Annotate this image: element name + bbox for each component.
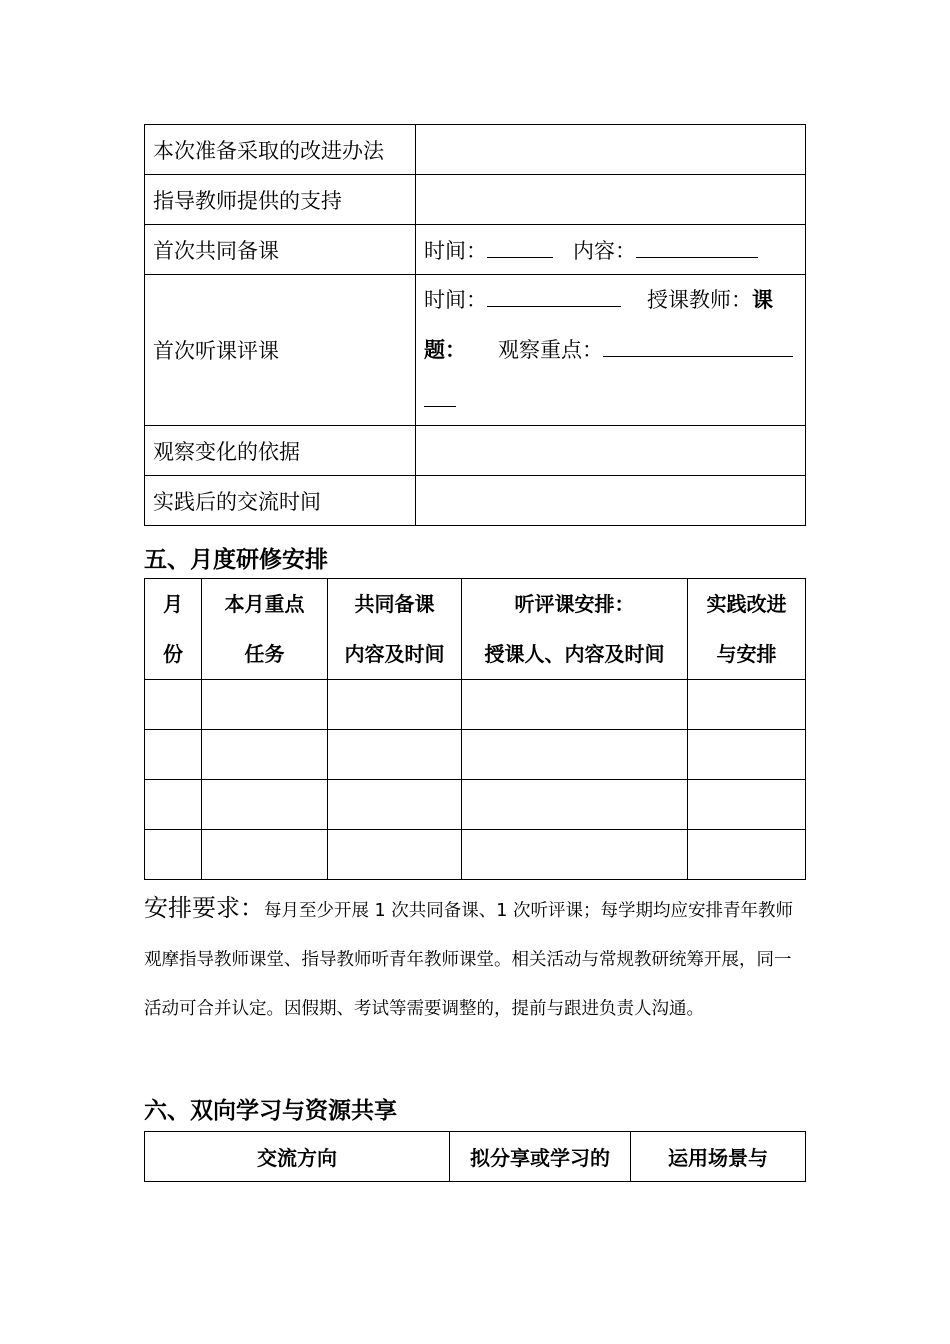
header-practice: 实践改进 与安排 <box>688 579 806 680</box>
table-row <box>145 426 806 476</box>
time-blank[interactable] <box>487 237 553 258</box>
row-label: 本次准备采取的改进办法 <box>145 125 416 175</box>
monthly-schedule-table <box>144 578 806 880</box>
table-row <box>145 125 806 175</box>
cell[interactable] <box>462 680 688 730</box>
evidence-field[interactable] <box>416 426 806 476</box>
cell[interactable] <box>202 730 328 780</box>
table-row <box>145 275 806 426</box>
cell[interactable] <box>328 830 462 880</box>
header-lesson-review: 听评课安排： 授课人、内容及时间 <box>462 579 688 680</box>
cell[interactable] <box>688 830 806 880</box>
resource-sharing-table <box>144 1131 806 1182</box>
cell[interactable] <box>688 680 806 730</box>
time-blank[interactable] <box>487 286 621 307</box>
table-row <box>145 780 806 830</box>
row-label: 首次听课评课 <box>145 275 416 426</box>
header-row <box>145 1132 806 1182</box>
arrangement-requirements <box>144 884 808 1034</box>
time-label: 时间： <box>424 238 487 263</box>
time-label: 时间： <box>424 288 487 312</box>
row-label: 指导教师提供的支持 <box>145 175 416 225</box>
section-6-title: 六、双向学习与资源共享 <box>144 1098 397 1124</box>
cell[interactable] <box>328 730 462 780</box>
cell[interactable] <box>688 730 806 780</box>
row-label: 首次共同备课 <box>145 225 416 275</box>
cell[interactable] <box>145 680 202 730</box>
content-blank[interactable] <box>636 237 758 258</box>
header-scenario: 运用场景与 <box>631 1132 806 1182</box>
focus-blank-continued[interactable] <box>424 386 456 407</box>
row-label: 实践后的交流时间 <box>145 476 416 526</box>
cell[interactable] <box>462 730 688 780</box>
cell[interactable] <box>145 830 202 880</box>
table-row <box>145 680 806 730</box>
section-5-title: 五、月度研修安排 <box>144 547 328 573</box>
exchange-time-field[interactable] <box>416 476 806 526</box>
requirements-text: 每月至少开展 1 次共同备课、1 次听评课；每学期均应安排青年教师观摩指导教师课堂、指导教师听青年教师课堂。相关活动与常规教研统筹开展，同一活动可合并认定。因假期、考试等需要调整的，提前与跟进负责人沟通。 <box>144 901 793 1019</box>
requirements-lead: 安排要求： <box>144 894 264 922</box>
header-row <box>145 579 806 680</box>
co-prep-field[interactable] <box>416 225 806 275</box>
teacher-label: 授课教师： <box>647 288 752 312</box>
table-row <box>145 225 806 275</box>
cell[interactable] <box>688 780 806 830</box>
header-share-learn: 拟分享或学习的 <box>450 1132 631 1182</box>
cell[interactable] <box>202 830 328 880</box>
header-focus-task: 本月重点 任务 <box>202 579 328 680</box>
table-row <box>145 175 806 225</box>
improvement-field[interactable] <box>416 125 806 175</box>
cell[interactable] <box>202 780 328 830</box>
cell[interactable] <box>462 780 688 830</box>
content-label: 内容： <box>573 238 636 263</box>
cell[interactable] <box>202 680 328 730</box>
topic-label: 课题： <box>424 288 773 362</box>
cell[interactable] <box>145 730 202 780</box>
table-row <box>145 730 806 780</box>
cell[interactable] <box>328 680 462 730</box>
focus-label: 观察重点： <box>498 338 603 362</box>
focus-blank[interactable] <box>603 336 793 357</box>
cell[interactable] <box>462 830 688 880</box>
cell[interactable] <box>328 780 462 830</box>
cell[interactable] <box>145 780 202 830</box>
support-field[interactable] <box>416 175 806 225</box>
header-direction: 交流方向 <box>145 1132 450 1182</box>
preparation-table <box>144 124 806 526</box>
table-row <box>145 476 806 526</box>
header-co-prep: 共同备课 内容及时间 <box>328 579 462 680</box>
row-label: 观察变化的依据 <box>145 426 416 476</box>
observation-field[interactable] <box>416 275 806 426</box>
header-month: 月 份 <box>145 579 202 680</box>
table-row <box>145 830 806 880</box>
